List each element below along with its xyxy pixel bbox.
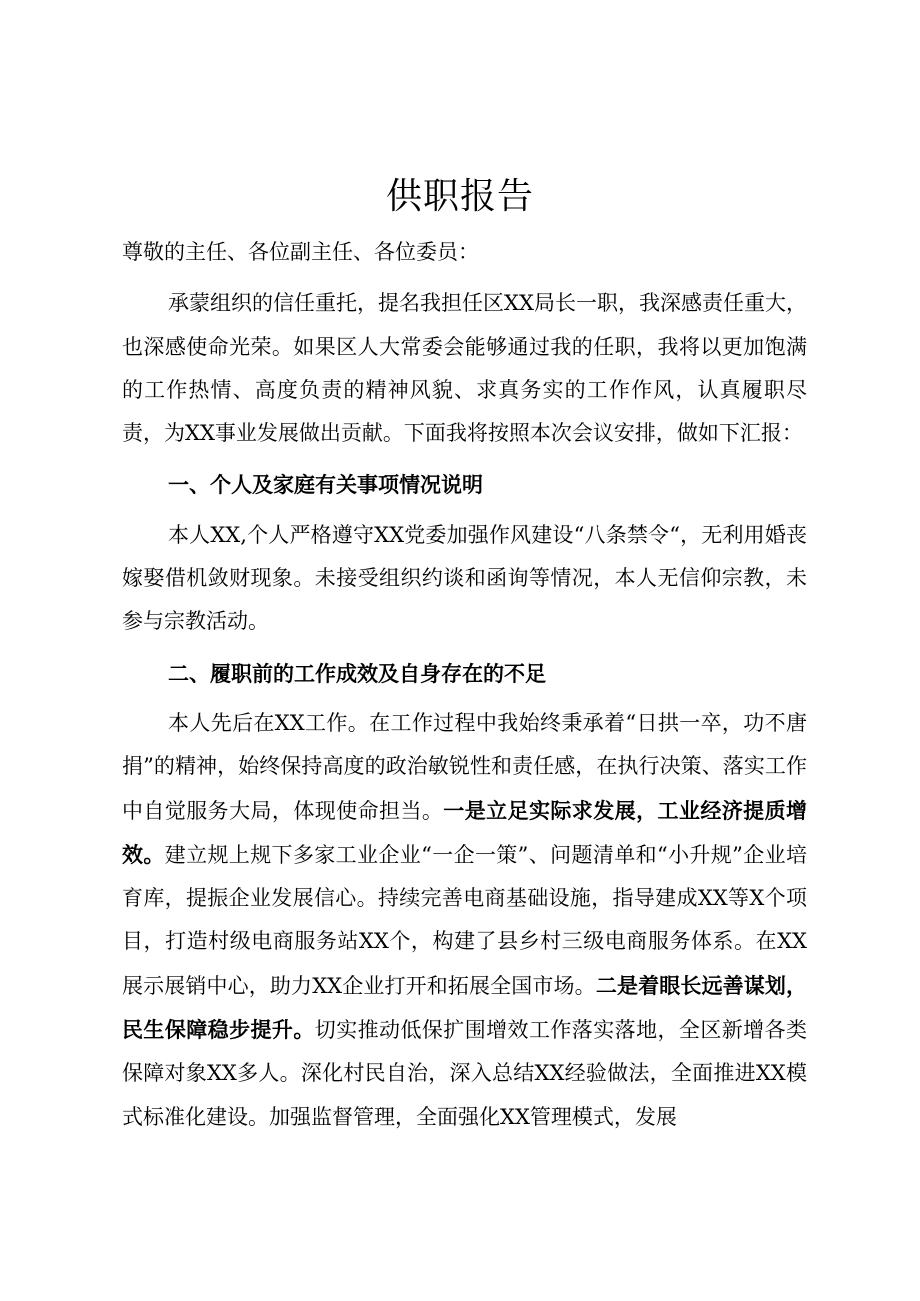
section2-text-c: 切实推动低保扩围增效工作落实落地，全区新增各类保障对象XX多人。深化村民自治，深入总结XX经验做法，全面推进XX模式标准化建设。加强监督管理，全面强化XX管理模式，发展 <box>122 1018 808 1129</box>
section2-text-a: 本人先后在XX工作。在工作过程中我始终秉承着“日拱一卒，功不唐捐”的精神，始终保持高度的政治敏锐性和责任感，在执行决策、落实工作中自觉服务大局，体现使命担当。 <box>122 710 807 823</box>
intro-paragraph: 承蒙组织的信任重托，提名我担任区XX局长一职，我深感责任重大，也深感使命光荣。如果区人大常委会能够通过我的任职，我将以更加饱满的工作热情、高度负责的精神风貌、求真务实的工作作风，认真履职尽责，为XX事业发展做出贡献。下面我将按照本次会议安排，做如下汇报： <box>122 291 807 446</box>
section1-paragraph: 本人XX,个人严格遵守XX党委加强作风建设“八条禁令“，无利用婚丧嫁娶借机敛财现象。未接受组织约谈和函询等情况，本人无信仰宗教，未参与宗教活动。 <box>122 522 807 634</box>
section1-heading: 一、个人及家庭有关事项情况说明 <box>168 472 483 498</box>
document-body <box>122 231 807 1139</box>
section2-heading: 二、履职前的工作成效及自身存在的不足 <box>168 660 546 686</box>
section2-bold-point-2: 二是着眼长远善谋划，民生保障稳步提升。 <box>122 972 808 1043</box>
section2-bold-point-1: 一是立足实际求发展，工业经济提质增效。 <box>122 797 808 867</box>
section2-paragraph <box>122 702 807 1139</box>
salutation: 尊敬的主任、各位副主任、各位委员： <box>122 240 479 264</box>
document-title: 供职报告 <box>385 176 534 217</box>
section2-text-b: 建立规上规下多家工业企业“一企一策”、问题清单和“小升规”企业培育库，提振企业发展信心。持续完善电商基础设施，指导建成XX等X个项目，打造村级电商服务站XX个，构建了县乡村三级电商服务体系。在XX展示展销中心，助力XX企业打开和拓展全国市场。 <box>122 842 807 998</box>
